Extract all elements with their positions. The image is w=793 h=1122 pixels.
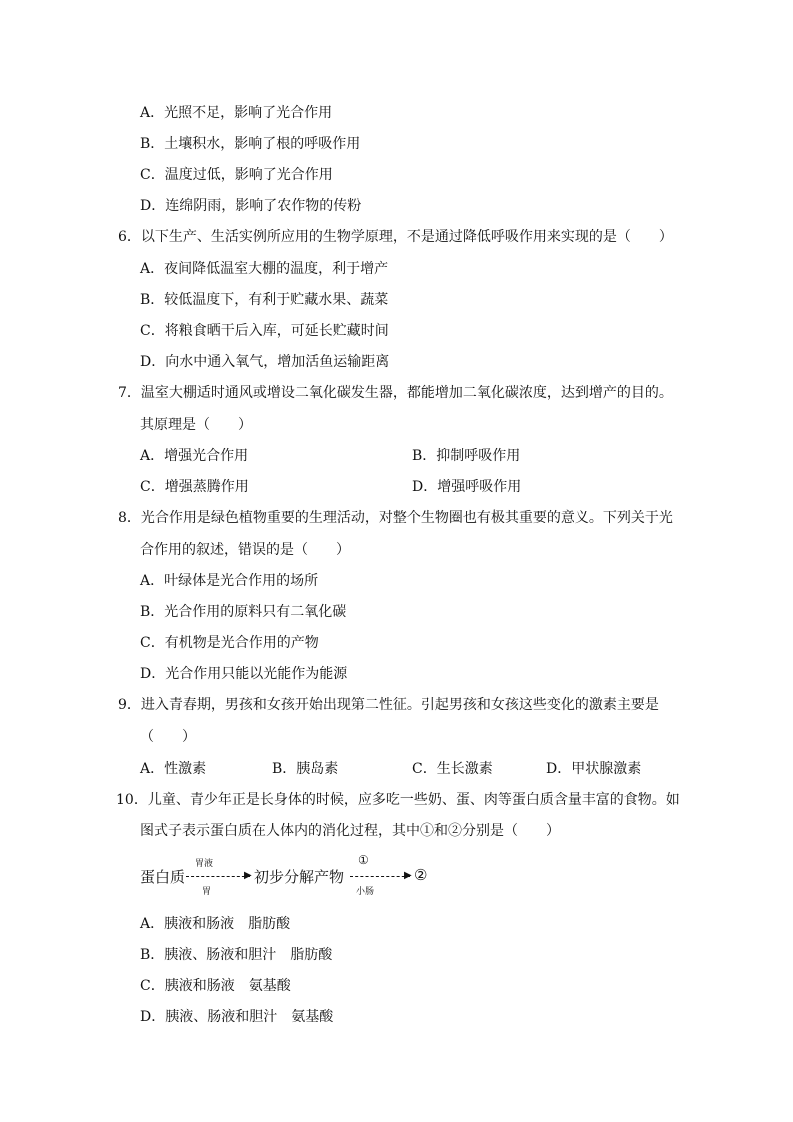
q10-option-c: C．胰液和肠液 氨基酸	[140, 978, 291, 994]
diagram-below-1: 胃	[202, 887, 212, 897]
q10-option-d: D．胰液、肠液和胆汁 氨基酸	[140, 1009, 334, 1025]
q8-option-d: D．光合作用只能以光能作为能源	[140, 666, 348, 682]
q6-stem: 6．以下生产、生活实例所应用的生物学原理，不是通过降低呼吸作用来实现的是（ ）	[118, 229, 673, 245]
q10-option-b: B．胰液、肠液和胆汁 脂肪酸	[140, 947, 333, 963]
q10-option-a: A．胰液和肠液 脂肪酸	[140, 916, 291, 932]
arrowhead-2-icon: ▶	[404, 870, 412, 881]
q7-stem-line1: 7．温室大棚适时通风或增设二氧化碳发生器，都能增加二氧化碳浓度，达到增产的目的。	[118, 385, 673, 401]
q6-option-d: D．向水中通入氧气，增加活鱼运输距离	[140, 354, 390, 370]
q8-option-c: C．有机物是光合作用的产物	[140, 635, 319, 651]
q7-option-b: B．抑制呼吸作用	[412, 448, 521, 464]
q8-option-a: A．叶绿体是光合作用的场所	[140, 573, 319, 589]
q9-stem-line2: （ ）	[140, 729, 196, 745]
q7-stem-line2: 其原理是（ ）	[140, 417, 252, 433]
q9-option-b: B．胰岛素	[272, 761, 339, 777]
q5-option-b: B．土壤积水，影响了根的呼吸作用	[140, 136, 361, 152]
q10-stem-line1: 10．儿童、青少年正是长身体的时候，应多吃一些奶、蛋、肉等蛋白质含量丰富的食物。如	[116, 792, 680, 808]
q7-option-a: A．增强光合作用	[140, 448, 249, 464]
q6-option-c: C．将粮食晒干后入库，可延长贮藏时间	[140, 323, 389, 339]
q5-option-c: C．温度过低，影响了光合作用	[140, 167, 333, 183]
q9-option-a: A．性激素	[140, 761, 207, 777]
q8-stem-line1: 8．光合作用是绿色植物重要的生理活动，对整个生物圈也有极其重要的意义。下列关于光	[118, 510, 673, 526]
arrowhead-1-icon: ▶	[244, 870, 252, 881]
q9-option-c: C．生长激素	[412, 761, 493, 777]
diagram-arrow-1	[186, 876, 250, 877]
q7-option-c: C．增强蒸腾作用	[140, 479, 249, 495]
diagram-above-1: 胃液	[195, 859, 214, 869]
q10-stem-line2: 图式子表示蛋白质在人体内的消化过程，其中①和②分别是（ ）	[140, 823, 560, 839]
q9-option-d: D．甲状腺激素	[546, 761, 642, 777]
q5-option-a: A．光照不足，影响了光合作用	[140, 105, 333, 121]
diagram-above-2: ①	[358, 853, 369, 867]
diagram-arrow-2	[350, 876, 410, 877]
q5-option-d: D．连绵阴雨，影响了农作物的传粉	[140, 198, 362, 214]
diagram-below-2: 小肠	[356, 887, 375, 897]
q6-option-b: B．较低温度下，有利于贮藏水果、蔬菜	[140, 292, 389, 308]
q8-stem-line2: 合作用的叙述，错误的是（ ）	[140, 542, 350, 558]
q8-option-b: B．光合作用的原料只有二氧化碳	[140, 604, 347, 620]
diagram-start-label: 蛋白质	[140, 868, 186, 886]
q7-option-d: D．增强呼吸作用	[412, 479, 522, 495]
diagram-middle-label: 初步分解产物	[254, 868, 345, 886]
q6-option-a: A．夜间降低温室大棚的温度，利于增产	[140, 261, 389, 277]
q9-stem-line1: 9．进入青春期，男孩和女孩开始出现第二性征。引起男孩和女孩这些变化的激素主要是	[118, 697, 659, 713]
diagram-end-label: ②	[414, 866, 428, 884]
digestion-diagram	[140, 852, 440, 896]
